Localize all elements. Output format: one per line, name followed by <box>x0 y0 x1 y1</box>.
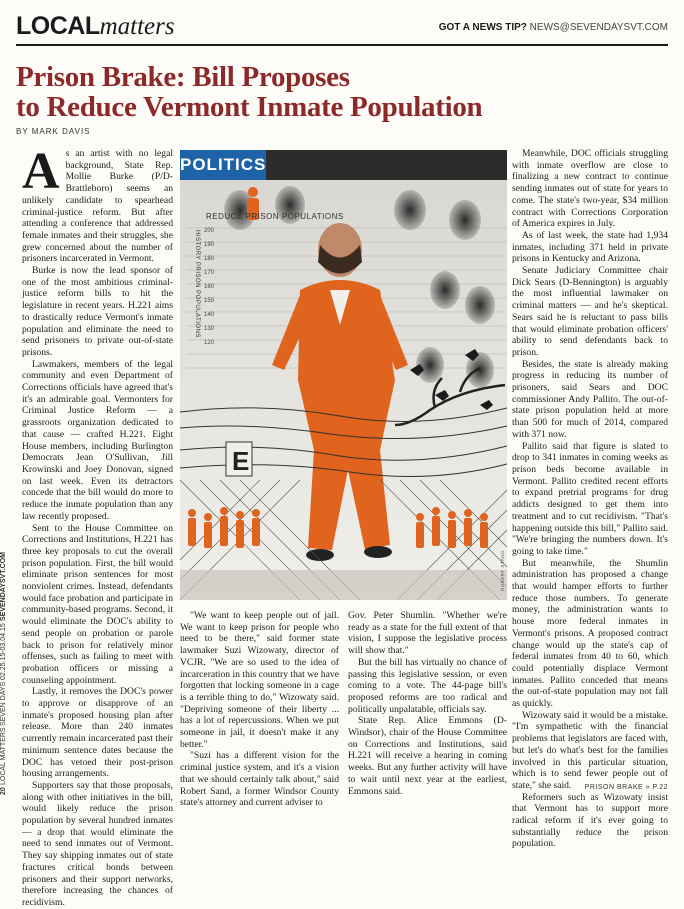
tick-label: 180 <box>204 256 215 262</box>
paragraph: State Rep. Alice Emmons (D-Windsor), chair of the House Committee on Corrections and Institutions, said H.221 will receive a hearing in coming weeks. But any further activity will have to wait until next year at the earliest, Emmons said. <box>348 715 507 797</box>
paragraph: Lawmakers, members of the legal community and even Department of Corrections officials have agreed that's it's an admirable goal. Vermonters for Criminal Justice Reform — a grassroots organization dedicated to that cause — crafted H.221. Eight House members, including Burlington Democrats Jean O'Sullivan, Jill Krowinski and Joey Donovan, signed on last week. Even its detractors concede that the bill would do more to reduce the inmate population than any law recently proposed. <box>22 358 173 522</box>
tick-label: 120 <box>204 340 215 346</box>
paragraph: "Suzi has a different vision for the criminal justice system, and it's a vision that we should certainly talk about," said Robert Sand, a former Windsor County state's attorney and current adviser to <box>180 750 339 809</box>
section-title-italic: matters <box>99 13 175 40</box>
section-title <box>16 12 175 41</box>
section-title-bold: LOCAL <box>16 12 100 40</box>
paragraph: Wizowaty said it would be a mistake. "I'm sympathetic with the financial problems that legislators are faced with, but let's do what's best for the families involved in this particular situation, which is to send fewer people out of state," she said. <box>512 709 668 791</box>
paragraph: As of last week, the state had 1,934 inmates, including 371 held in private prisons in Kentucky and Arizona. <box>512 229 668 265</box>
paragraph: Supporters say that those proposals, along with other initiatives in the bill, would likely reduce the prison population by several hundred inmates — a drop that would eliminate the need to send inmates out of Vermont. They say shipping inmates out of state fractures critical bonds between prisoners and their support networks, therefore increasing the chances of recidivism. <box>22 779 173 908</box>
letter-block <box>226 442 252 476</box>
paragraph <box>22 143 173 265</box>
news-tip-label: GOT A NEWS TIP? <box>438 22 527 33</box>
paragraph-text: s an artist with no legal background, State Rep. Mollie Burke (P/D-Brattleboro) seems an unlikely candidate to spearhead criminal-justice reform. But after attending a conference that addressed female inmates and their struggles, she grew concerned about the number of prisoners incarcerated in Vermont. <box>22 148 173 265</box>
chart-side-label: HISTORY PRISON POPULATIONS <box>194 230 200 338</box>
paragraph: Sent to the House Committee on Corrections and Institutions, H.221 has three key proposals to cut the overall prison population. First, the bill would eliminate prison sentences for most nonviolent crimes. Instead, defendants would face probation and participate in community-based programs. Second, it would eliminate the DOC's ability to send people on probation or parole back to prison for relatively minor offenses, such as failing to meet with probation officers or missing a counseling appointment. <box>22 522 173 686</box>
sidebar-paper: SEVEN DAYS <box>0 681 7 726</box>
illustration <box>180 150 507 600</box>
tick-label: 160 <box>204 284 215 290</box>
ground <box>180 570 507 600</box>
news-tip-email[interactable]: NEWS@SEVENDAYSVT.COM <box>529 22 668 33</box>
sidebar-site[interactable]: SEVENDAYSVT.COM <box>0 551 7 621</box>
paragraph: But the bill has virtually no chance of passing this legislative session, or even coming to a vote. The 44-page bill's proposed reforms are too radical and politically unpalatable, officials say. <box>348 656 507 715</box>
sidebar-dates: 02.25.15-03.04.15 <box>0 622 7 680</box>
headline-line-1: Prison Brake: Bill Proposes <box>16 61 350 93</box>
page-sidebar <box>0 465 12 795</box>
paragraph: Lastly, it removes the DOC's power to approve or disapprove of an inmate's proposed housing plan after release. More than 240 inmates currently remain incarcerated past their minimum sentence dates because the DOC has vetoed their post-prison housing arrangements. <box>22 686 173 780</box>
news-tip <box>439 22 668 33</box>
height-ticks <box>204 224 214 350</box>
jump-footer <box>585 784 668 791</box>
paragraph: Pallito said that figure is slated to drop to 341 inmates in coming weeks as prison beds become available in Vermont. Pallito credited recent efforts to expand pretrial programs for drug addicts designed to get them into treatment and to cut recidivism. "That's happening outside this bill," Pallito said. "We're bringing the numbers down. It's going to take time." <box>512 440 668 557</box>
drop-cap: A <box>22 143 60 200</box>
section-header <box>16 12 668 46</box>
paragraph: Besides, the state is already making progress in reducing its number of prisoners, said Sears and DOC commissioner Andy Pallito. The out-of-state prison population held at more than 500 for much of 2014, compared with 371 now. <box>512 358 668 440</box>
tick-label: 130 <box>204 326 215 332</box>
tick-label: 190 <box>204 242 215 248</box>
tick-label: 170 <box>204 270 215 276</box>
paragraph: "We want to keep people out of jail. We want to keep prison for people who need to be there," said former state lawmaker Suzi Wizowaty, director of VCJR. "We are so used to the idea of incarceration in this country that we have forgotten that locking someone in a cage is a terrible thing to do," Wizowaty said. "Depriving someone of their liberty ... has a lot of repercussions. When we put someone in jail, it doesn't make it any better." <box>180 610 339 750</box>
paragraph: Senate Judiciary Committee chair Dick Sears (D-Bennington) is arguably the most influential lawmaker on criminal matters — and he's skeptical. Sears said he is reluctant to pass bills that would eliminate probation officers' ability to send defendants back to prison. <box>512 265 668 358</box>
svg-text:E: E <box>232 446 250 476</box>
article-column-1 <box>22 143 173 909</box>
article-column-3 <box>512 148 668 850</box>
headline <box>16 62 668 122</box>
paragraph: Gov. Peter Shumlin. "Whether we're ready as a state for the full extent of that vision, I suppose the legislative process will show that." <box>348 610 507 657</box>
illustration-credit: ROBERT STANG <box>500 550 505 592</box>
sidebar-section: LOCAL MATTERS <box>0 727 7 786</box>
tick-label: 200 <box>204 228 215 234</box>
article-column-2a <box>180 610 339 809</box>
headline-line-2: to Reduce Vermont Inmate Population <box>16 91 483 123</box>
politics-tag: POLITICS <box>180 150 266 180</box>
paragraph: Meanwhile, DOC officials struggling with inmate overflow are close to finalizing a new contract to continue sending inmates out of state for years to come. The state's two-year, $34 million contract with Corrections Corporation of America expires in July. <box>512 148 668 230</box>
chart-title: REDUCE PRISON POPULATIONS <box>206 212 344 221</box>
article-column-2b <box>348 610 507 797</box>
paragraph: But meanwhile, the Shumlin administration has proposed a change that would hamper efforts to further reduce those numbers. To generate money, the administration wants to house more federal inmates in Vermont's prisons. A proposed contract change would up the state's cap of federal inmates from 40 to 60, which could potentially displace Vermont inmates. Pallito conceded that means the out-of-state population may not fall as quickly. <box>512 557 668 710</box>
paragraph: Burke is now the lead sponsor of one of the most ambitious criminal-justice reform bills to hit the legislature in recent years. H.221 aims to drastically reduce Vermont's inmate population and eliminate the need to send prisoners to private out-of-state prisons. <box>22 265 173 358</box>
tick-label: 150 <box>204 298 215 304</box>
jump-label: PRISON BRAKE <box>584 784 644 791</box>
byline: BY MARK DAVIS <box>16 127 91 136</box>
page-number: 20 <box>0 787 7 795</box>
paragraph: Reformers such as Wizowaty insist that Vermont has to support more radical reform if it's ever going to substantially reduce the prison population. <box>512 791 668 850</box>
tick-label: 140 <box>204 312 215 318</box>
sidebar-text <box>0 465 12 795</box>
jump-page[interactable]: » P.22 <box>645 784 668 791</box>
